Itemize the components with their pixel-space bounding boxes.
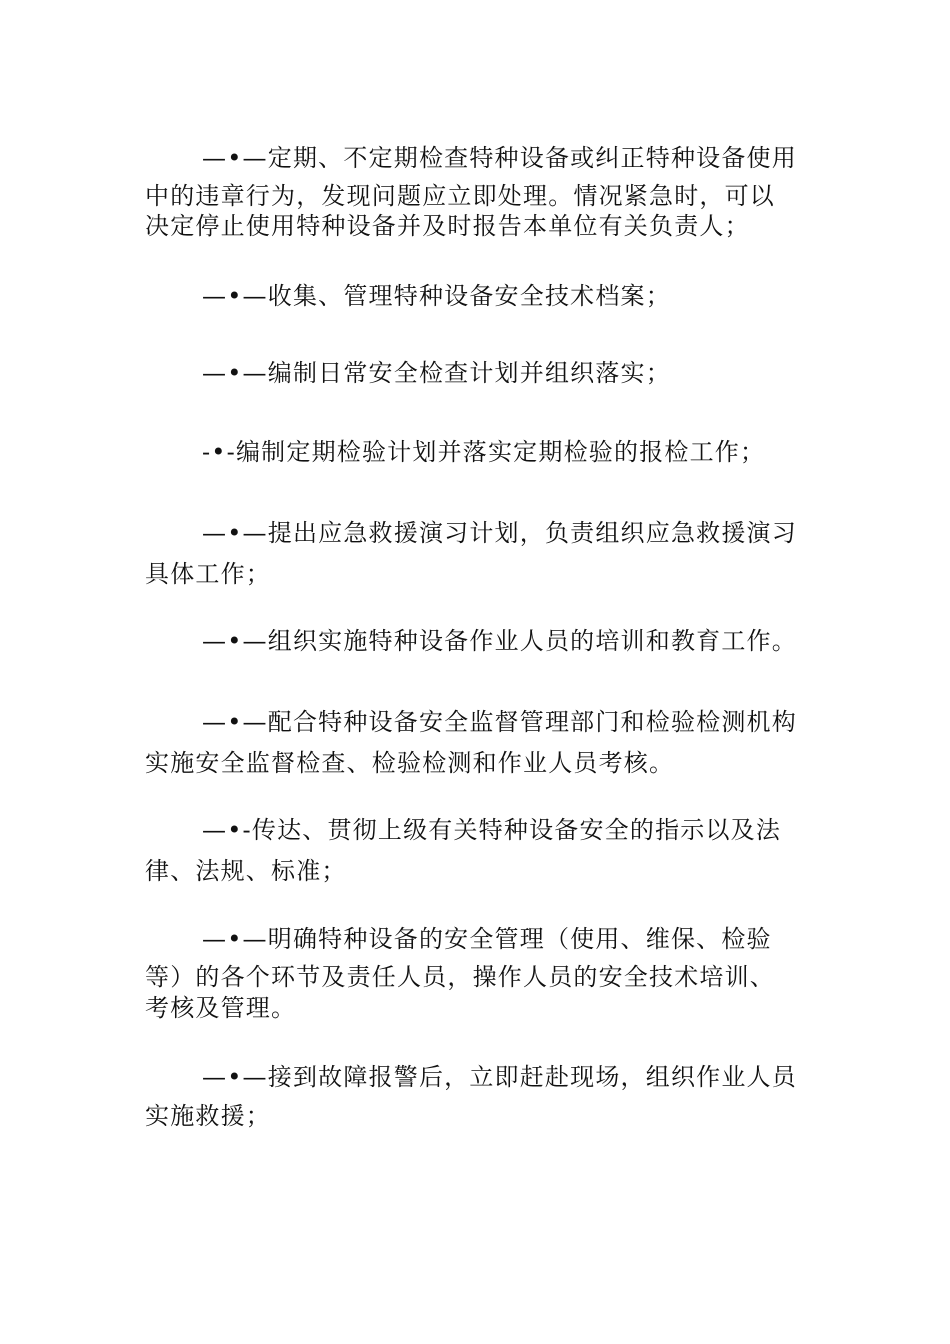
item-4-line-1: -•-编制定期检验计划并落实定期检验的报检工作； <box>202 438 766 466</box>
item-9-line-3: 考核及管理。 <box>145 994 297 1022</box>
item-9-line-1: —•—明确特种设备的安全管理（使用、维保、检验 <box>202 925 772 953</box>
item-10-line-2: 实施救援； <box>145 1102 271 1130</box>
item-1-line-1: —•—定期、不定期检查特种设备或纠正特种设备使用 <box>202 144 797 172</box>
item-5-line-1: —•—提出应急救援演习计划，负责组织应急救援演习 <box>202 519 797 547</box>
item-8-line-2: 律、法规、标准； <box>145 857 347 885</box>
item-7-line-1: —•—配合特种设备安全监督管理部门和检验检测机构 <box>202 708 797 736</box>
item-2-line-1: —•—收集、管理特种设备安全技术档案； <box>202 282 671 310</box>
item-10-line-1: —•—接到故障报警后，立即赶赴现场，组织作业人员 <box>202 1063 797 1091</box>
item-1-line-2: 中的违章行为，发现问题应立即处理。情况紧急时，可以 <box>145 182 775 210</box>
item-5-line-2: 具体工作； <box>145 560 271 588</box>
item-9-line-2: 等）的各个环节及责任人员，操作人员的安全技术培训、 <box>145 963 775 991</box>
item-6-line-1: —•—组织实施特种设备作业人员的培训和教育工作。 <box>202 627 797 655</box>
item-7-line-2: 实施安全监督检查、检验检测和作业人员考核。 <box>145 749 675 777</box>
item-8-line-1: —•-传达、贯彻上级有关特种设备安全的指示以及法 <box>202 816 782 844</box>
item-3-line-1: —•—编制日常安全检查计划并组织落实； <box>202 359 671 387</box>
item-1-line-3: 决定停止使用特种设备并及时报告本单位有关负责人； <box>145 212 750 240</box>
